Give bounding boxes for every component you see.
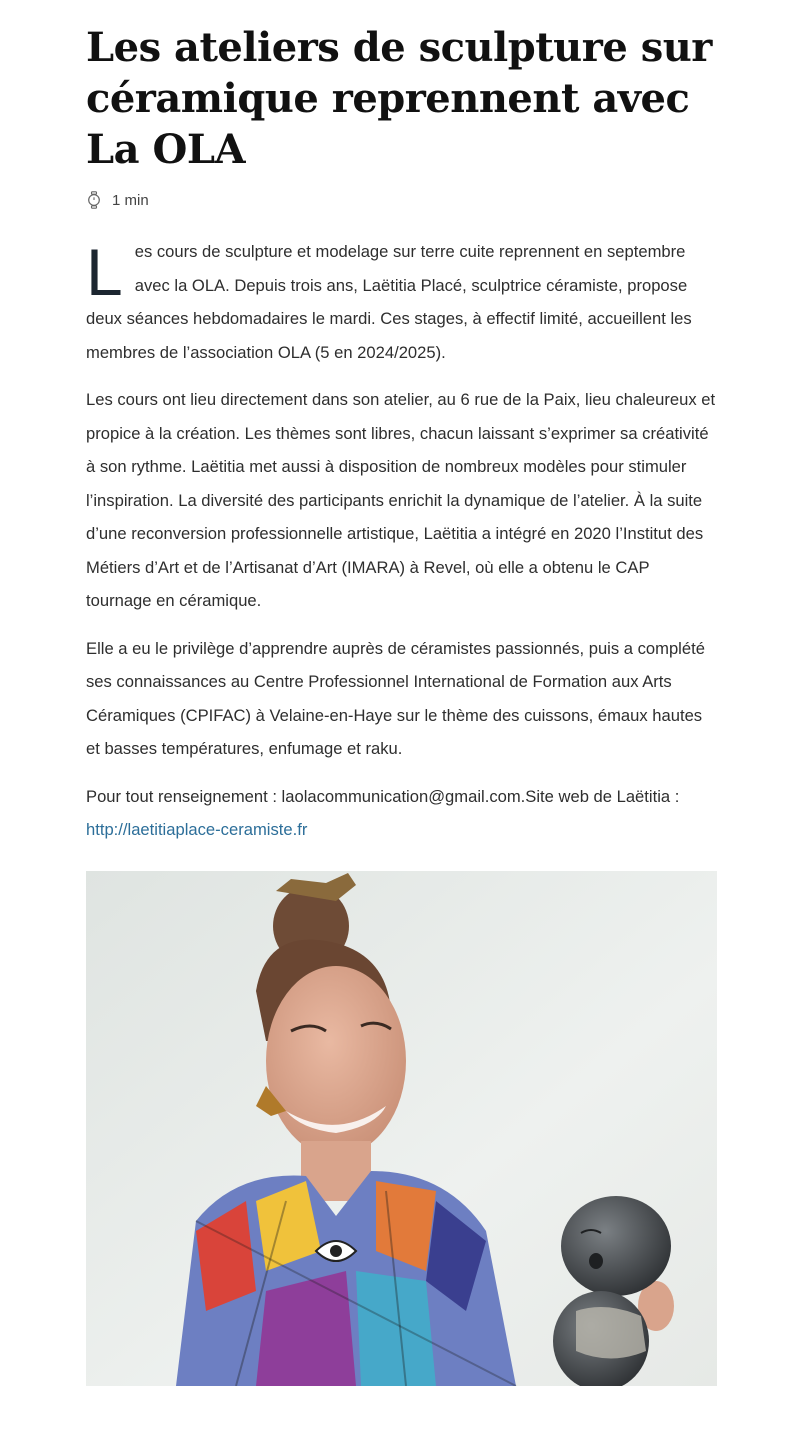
contact-text: Pour tout renseignement : laolacommunication@gmail.com.Site web de Laëtitia : [86, 786, 680, 806]
stopwatch-icon [86, 191, 102, 209]
article-title: Les ateliers de sculpture sur céramique reprennent avec La OLA [86, 24, 712, 173]
article-photo [86, 871, 717, 1386]
paragraph-1-text: es cours de sculpture et modelage sur terre cuite reprennent en septembre avec la OLA. Depuis trois ans, Laëtitia Placé, sculptrice céramiste, propose deux séances hebdomadaires le mardi. Ces stages, à effectif limité, accueillent les membres de l’association OLA (5 en 2024/2025). [86, 242, 692, 362]
article-body [86, 235, 718, 861]
drop-cap: L [86, 235, 123, 309]
contact-paragraph [86, 780, 718, 847]
paragraph-3: Elle a eu le privilège d’apprendre auprès de céramistes passionnés, puis a complété ses connaissances au Centre Professionnel International de Formation aux Arts Céramiques (CPIFAC) à Velaine-en-Haye sur le thème des cuissons, émaux hautes et basses températures, enfumage et raku. [86, 638, 705, 758]
paragraph-1 [86, 235, 718, 369]
photo-illustration [86, 871, 717, 1386]
read-time [86, 190, 149, 210]
website-link[interactable]: http://laetitiaplace-ceramiste.fr [86, 820, 308, 839]
read-time-label: 1 min [112, 191, 149, 209]
paragraph-2: Les cours ont lieu directement dans son atelier, au 6 rue de la Paix, lieu chaleureux et propice à la création. Les thèmes sont libres, chacun laissant s’exprimer sa créativité à son rythme. Laëtitia met aussi à disposition de nombreux modèles pour stimuler l’inspiration. La diversité des participants enrichit la dynamique de l’atelier. À la suite d’une reconversion professionnelle artistique, Laëtitia a intégré en 2020 l’Institut des Métiers d’Art et de l’Artisanat d’Art (IMARA) à Revel, où elle a obtenu le CAP tournage en céramique. [86, 390, 716, 610]
